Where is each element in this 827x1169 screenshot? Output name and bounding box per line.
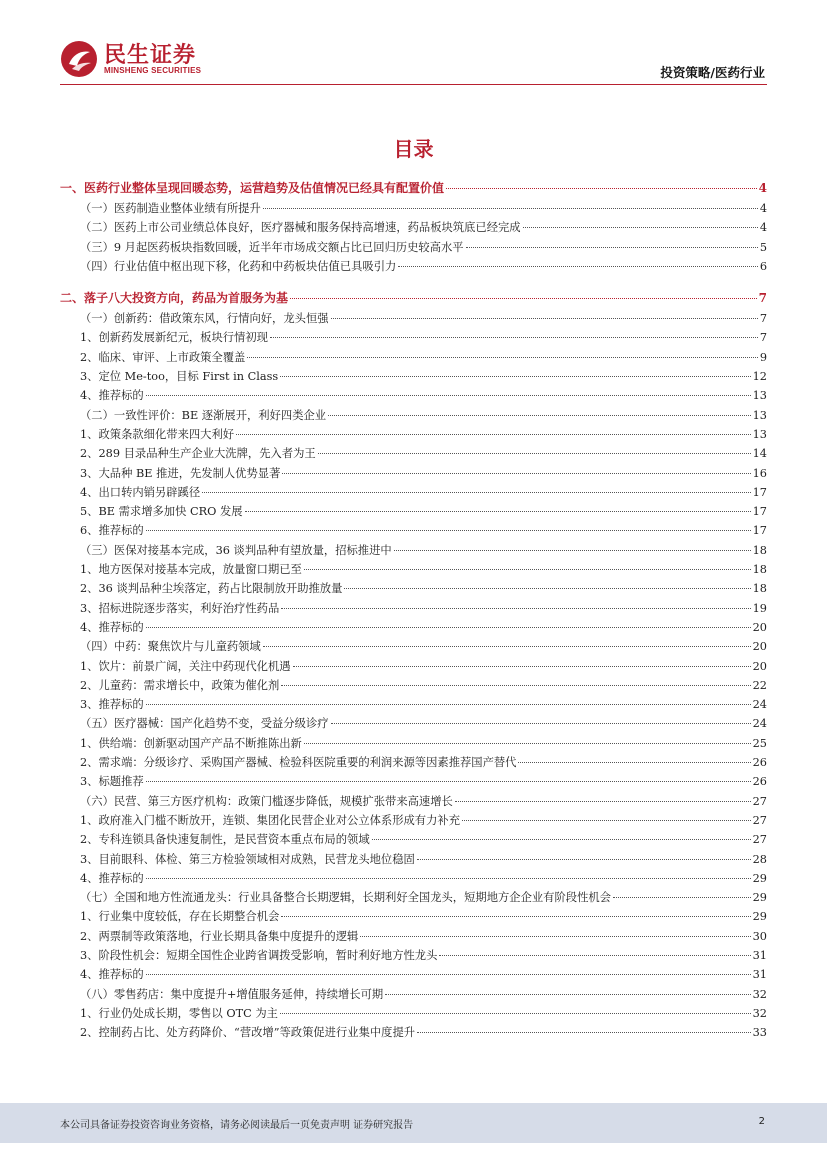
- toc-entry[interactable]: [60, 772, 767, 791]
- toc-dot-leader: [280, 376, 750, 377]
- toc-dot-leader: [318, 453, 751, 454]
- toc-dot-leader: [462, 820, 751, 821]
- toc-entry[interactable]: [60, 560, 767, 579]
- toc-entry-page: 20: [752, 640, 767, 654]
- toc-dot-leader: [385, 994, 750, 995]
- toc-entry-page: 6: [759, 259, 767, 273]
- toc-entry-page: 26: [752, 756, 767, 770]
- toc-dot-leader: [466, 247, 758, 248]
- toc-entry-title: 2、289 目录品种生产企业大洗牌，先入者为王: [80, 447, 316, 461]
- toc-entry[interactable]: [60, 869, 767, 888]
- toc-dot-leader: [394, 550, 751, 551]
- toc-dot-leader: [146, 627, 751, 628]
- toc-entry-page: 29: [752, 891, 767, 905]
- toc-entry-page: 14: [752, 447, 767, 461]
- toc-dot-leader: [270, 337, 758, 338]
- toc-entry-page: 18: [752, 543, 767, 557]
- toc-entry[interactable]: [60, 907, 767, 926]
- toc-entry-title: 二、落子八大投资方向，药品为首服务为基: [60, 291, 289, 306]
- toc-entry[interactable]: [60, 792, 767, 811]
- toc-entry-page: 7: [759, 331, 767, 345]
- toc-dot-leader: [372, 839, 751, 840]
- toc-entry-title: 2、36 谈判品种尘埃落定，药占比限制放开助推放量: [80, 582, 343, 596]
- toc-entry[interactable]: [60, 927, 767, 946]
- toc-entry-page: 27: [752, 813, 767, 827]
- toc-entry-page: 24: [752, 717, 767, 731]
- toc-dot-leader: [331, 723, 751, 724]
- toc-entry-title: 4、推荐标的: [80, 871, 144, 885]
- toc-entry-title: （五）医疗器械：国产化趋势不变，受益分级诊疗: [80, 717, 329, 731]
- toc-entry-title: 1、政府准入门槛不断放开，连锁、集团化民营企业对公立体系形成有力补充: [80, 813, 460, 827]
- toc-entry[interactable]: [60, 695, 767, 714]
- toc-dot-leader: [446, 188, 757, 189]
- logo-text-cn: 民生证券: [104, 43, 197, 68]
- minsheng-logo-icon: [60, 40, 98, 78]
- toc-dot-leader: [455, 801, 751, 802]
- toc-dot-leader: [247, 357, 757, 358]
- toc-entry-title: 1、供给端：创新驱动国产产品不断推陈出新: [80, 736, 302, 750]
- toc-entry[interactable]: [60, 734, 767, 753]
- toc-entry-title: 3、阶段性机会：短期全国性企业跨省调拨受影响，暂时利好地方性龙头: [80, 948, 438, 962]
- toc-entry-page: 7: [759, 312, 767, 326]
- toc-entry-title: 3、大品种 BE 推进，先发制人优势显著: [80, 466, 281, 480]
- toc-entry-title: 4、推荐标的: [80, 620, 144, 634]
- toc-dot-leader: [613, 897, 751, 898]
- toc-dot-leader: [417, 859, 751, 860]
- toc-entry-title: 2、临床、审评、上市政策全覆盖: [80, 350, 246, 364]
- toc-entry[interactable]: [60, 811, 767, 830]
- toc-entry-page: 9: [759, 350, 767, 364]
- toc-dot-leader: [331, 318, 758, 319]
- toc-entry-title: 4、出口转内销另辟蹊径: [80, 485, 201, 499]
- toc-entry-page: 13: [752, 389, 767, 403]
- toc-entry[interactable]: [60, 199, 767, 218]
- toc-dot-leader: [280, 1013, 751, 1014]
- toc-entry-title: （三）医保对接基本完成，36 谈判品种有望放量，招标推进中: [80, 543, 392, 557]
- toc-title: 目录: [393, 137, 434, 161]
- toc-entry[interactable]: [60, 676, 767, 695]
- toc-entry-page: 25: [752, 736, 767, 750]
- toc-entry[interactable]: [60, 541, 767, 560]
- toc-entry-title: 3、定位 Me-too，目标 First in Class: [80, 370, 279, 384]
- toc-entry-title: 一、医药行业整体呈现回暖态势，运营趋势及估值情况已经具有配置价值: [60, 181, 445, 195]
- report-section-label: 投资策略/医药行业: [660, 65, 765, 80]
- toc-entry-title: （七）全国和地方性流通龙头：行业具备整合长期逻辑，长期利好全国龙头，短期地方企企业有阶段性机会: [80, 891, 611, 905]
- toc-dot-leader: [146, 395, 751, 396]
- toc-entry[interactable]: [60, 599, 767, 618]
- toc-entry-title: 3、目前眼科、体检、第三方检验领域相对成熟，民营龙头地位稳固: [80, 852, 415, 866]
- toc-entry-page: 30: [752, 929, 767, 943]
- toc-entry[interactable]: [60, 521, 767, 540]
- toc-entry-title: 3、招标进院逐步落实，利好治疗性药品: [80, 601, 280, 615]
- toc-entry[interactable]: [60, 985, 767, 1004]
- toc-entry-page: 22: [752, 678, 767, 692]
- toc-entry-title: 2、两票制等政策落地，行业长期具备集中度提升的逻辑: [80, 929, 359, 943]
- toc-entry-title: （六）民营、第三方医疗机构：政策门槛逐步降低，规模扩张带来高速增长: [80, 794, 453, 808]
- toc-entry-page: 26: [752, 775, 767, 789]
- toc-entry-title: （三）9 月起医药板块指数回暖，近半年市场成交额占比已回归历史较高水平: [80, 240, 464, 254]
- toc-entry[interactable]: [60, 257, 767, 276]
- toc-dot-leader: [146, 704, 751, 705]
- toc-dot-leader: [263, 208, 758, 209]
- toc-entry[interactable]: [60, 386, 767, 405]
- toc-entry-page: 17: [752, 485, 767, 499]
- toc-entry[interactable]: [60, 328, 767, 347]
- toc-entry-page: 7: [758, 291, 767, 306]
- toc-entry[interactable]: [60, 177, 767, 199]
- toc-dot-leader: [523, 227, 758, 228]
- page-header: [0, 0, 827, 90]
- toc-entry-page: 29: [752, 871, 767, 885]
- toc-entry-page: 17: [752, 524, 767, 538]
- toc-entry[interactable]: [60, 714, 767, 733]
- toc-entry[interactable]: [60, 367, 767, 386]
- toc-entry[interactable]: [60, 502, 767, 521]
- toc-entry[interactable]: [60, 287, 767, 309]
- toc-entry-page: 17: [752, 505, 767, 519]
- toc-dot-leader: [417, 1032, 751, 1033]
- toc-dot-leader: [328, 415, 751, 416]
- toc-dot-leader: [263, 646, 751, 647]
- toc-entry-page: 20: [752, 659, 767, 673]
- toc-entry-page: 13: [752, 408, 767, 422]
- toc-entry-title: （一）创新药：借政策东风，行情向好，龙头恒强: [80, 312, 329, 326]
- toc-entry[interactable]: [60, 444, 767, 463]
- toc-entry-page: 24: [752, 698, 767, 712]
- toc-entry[interactable]: [60, 965, 767, 984]
- toc-dot-leader: [281, 685, 750, 686]
- toc-entry[interactable]: [60, 830, 767, 849]
- toc-entry-title: 4、推荐标的: [80, 389, 144, 403]
- toc-entry-page: 28: [752, 852, 767, 866]
- toc-dot-leader: [236, 434, 751, 435]
- toc-entry[interactable]: [60, 348, 767, 367]
- toc-dot-leader: [304, 569, 751, 570]
- toc-entry-title: 3、标题推荐: [80, 775, 144, 789]
- toc-entry-title: 1、政策条款细化带来四大利好: [80, 427, 235, 441]
- page-number: 2: [758, 1116, 765, 1127]
- toc-dot-leader: [282, 473, 750, 474]
- toc-entry-page: 33: [752, 1026, 767, 1040]
- toc-entry-page: 5: [759, 240, 767, 254]
- toc-entry-page: 4: [759, 202, 767, 215]
- toc-entry[interactable]: [60, 1004, 767, 1023]
- toc-entry-page: 4: [759, 221, 767, 235]
- toc-entry[interactable]: [60, 218, 767, 237]
- logo-text-en: MINSHENG SECURITIES: [104, 66, 202, 75]
- toc-entry-page: 32: [752, 1006, 767, 1020]
- toc-entry-title: 1、行业集中度较低，存在长期整合机会: [80, 910, 280, 924]
- toc-entry[interactable]: [60, 483, 767, 502]
- toc-entry-page: 27: [752, 833, 767, 847]
- toc-dot-leader: [202, 492, 750, 493]
- toc-entry-page: 18: [752, 582, 767, 596]
- toc-entry-page: 16: [752, 466, 767, 480]
- toc-entry-title: （四）行业估值中枢出现下移，化药和中药板块估值已具吸引力: [80, 259, 397, 273]
- toc-entry-page: 12: [752, 370, 767, 384]
- toc-entry[interactable]: [60, 238, 767, 257]
- toc-entry-title: 1、创新药发展新纪元，板块行情初现: [80, 331, 268, 345]
- toc-entry[interactable]: [60, 946, 767, 965]
- toc-entry[interactable]: [60, 637, 767, 656]
- toc-dot-leader: [146, 974, 751, 975]
- toc-dot-leader: [293, 666, 751, 667]
- toc-entry-page: 27: [752, 794, 767, 808]
- header-divider: [60, 84, 767, 85]
- footer-disclaimer: 本公司具备证券投资咨询业务资格，请务必阅读最后一页免责声明 证券研究报告: [60, 1120, 414, 1131]
- toc-entry[interactable]: [60, 406, 767, 425]
- toc-dot-leader: [344, 588, 750, 589]
- toc-entry[interactable]: [60, 425, 767, 444]
- toc-dot-leader: [360, 936, 750, 937]
- toc-entry-title: 2、控制药占比、处方药降价、“营改增”等政策促进行业集中度提升: [80, 1026, 416, 1040]
- toc-entry-page: 19: [752, 601, 767, 615]
- toc-entry-title: 2、儿童药：需求增长中，政策为催化剂: [80, 678, 280, 692]
- toc-entry-title: 3、推荐标的: [80, 698, 144, 712]
- toc-entry-title: （四）中药：聚焦饮片与儿童药领域: [80, 640, 261, 654]
- toc-dot-leader: [146, 781, 751, 782]
- toc-dot-leader: [281, 916, 750, 917]
- toc-entry-title: 2、专科连锁具备快速复制性，是民营资本重点布局的领域: [80, 833, 370, 847]
- toc-entry-page: 31: [752, 968, 767, 982]
- toc-dot-leader: [518, 762, 750, 763]
- toc-entry-page: 20: [752, 620, 767, 634]
- toc-entry[interactable]: [60, 657, 767, 676]
- toc-entry-title: 2、需求端：分级诊疗、采购国产器械、检验科医院重要的利润来源等因素推荐国产替代: [80, 756, 517, 770]
- toc-entry-page: 32: [752, 987, 767, 1001]
- toc-entry-title: 1、行业仍处成长期，零售以 OTC 为主: [80, 1006, 278, 1020]
- toc-entry[interactable]: [60, 579, 767, 598]
- toc-entry-title: 1、地方医保对接基本完成，放量窗口期已至: [80, 563, 302, 577]
- toc-entry-title: 4、推荐标的: [80, 968, 144, 982]
- toc-dot-leader: [281, 608, 750, 609]
- toc-dot-leader: [146, 878, 751, 879]
- toc-dot-leader: [304, 743, 751, 744]
- toc-dot-leader: [439, 955, 750, 956]
- toc-entry-title: （二）一致性评价：BE 逐渐展开，利好四类企业: [80, 408, 327, 422]
- toc-dot-leader: [146, 530, 751, 531]
- toc-entry-title: 6、推荐标的: [80, 524, 144, 538]
- toc-dot-leader: [245, 511, 751, 512]
- toc-entry[interactable]: [60, 464, 767, 483]
- toc-dot-leader: [290, 298, 757, 299]
- toc-entry-title: （八）零售药店：集中度提升+增值服务延伸，持续增长可期: [80, 987, 384, 1001]
- toc-entry-page: 29: [752, 910, 767, 924]
- toc-entry[interactable]: [60, 309, 767, 328]
- table-of-contents: [60, 177, 767, 1042]
- toc-entry-title: 1、饮片：前景广阔，关注中药现代化机遇: [80, 659, 291, 673]
- toc-entry-page: 13: [752, 427, 767, 441]
- toc-entry-page: 31: [752, 948, 767, 962]
- toc-entry[interactable]: [60, 850, 767, 869]
- toc-entry-title: （一）医药制造业整体业绩有所提升: [80, 202, 261, 215]
- toc-entry[interactable]: [60, 618, 767, 637]
- toc-entry-title: 5、BE 需求增多加快 CRO 发展: [80, 505, 243, 519]
- toc-dot-leader: [398, 266, 757, 267]
- toc-entry[interactable]: [60, 888, 767, 907]
- toc-entry-title: （二）医药上市公司业绩总体良好，医疗器械和服务保持高增速，药品板块筑底已经完成: [80, 221, 521, 235]
- page-footer: [0, 1103, 827, 1143]
- toc-entry[interactable]: [60, 753, 767, 772]
- toc-entry-page: 4: [758, 181, 767, 195]
- toc-entry-page: 18: [752, 563, 767, 577]
- toc-entry[interactable]: [60, 1023, 767, 1042]
